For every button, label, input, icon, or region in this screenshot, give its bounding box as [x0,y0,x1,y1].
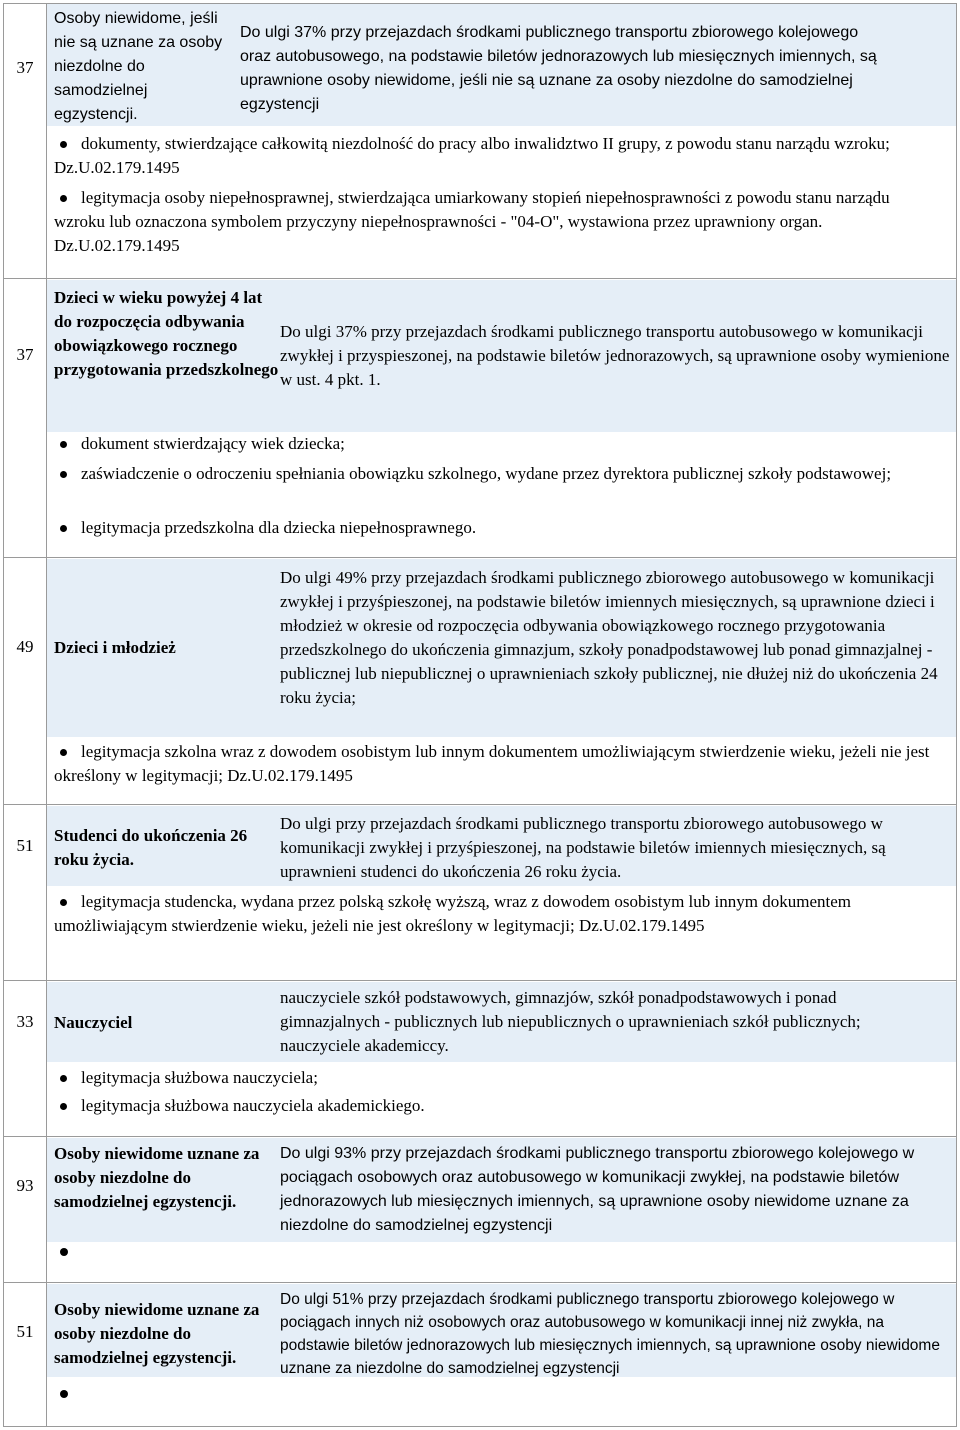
row-divider [4,804,956,805]
document-item: dokumenty, stwierdzające całkowitą niezdolność do pracy albo inwalidztwo II grupy, z powodu stanu narządu wzroku; Dz.U.02.179.1495 [54,134,890,177]
row-description: nauczyciele szkół podstawowych, gimnazjów, szkół ponadpodstawowych i ponad gimnazjalnych - publicznych lub niepublicznych o uprawnieniach szkół publicznych; nauczyciele akademiccy. [280,988,861,1055]
row-name: Osoby niewidome, jeśli nie są uznane za osoby niezdolne do samodzielnej egzystencji. [54,10,223,123]
document-item: legitymacja osoby niepełnosprawnej, stwierdzająca umiarkowany stopień niepełnosprawności z powodu stanu narządu wzroku lub oznaczona symbolem przyczyny niepełnosprawności - "04-O", wystawiona przez uprawniony organ. Dz.U.02.179.1495 [54,188,890,255]
document-item: legitymacja służbowa nauczyciela akademickiego. [54,1094,944,1118]
document-item: legitymacja przedszkolna dla dziecka niepełnosprawnego. [54,516,944,540]
bullet-icon [60,749,67,756]
document-item: legitymacja studencka, wydana przez polską szkołę wyższą, wraz z dowodem osobistym lub innym dokumentem umożliwiającym stwierdzenie wieku, jeżeli nie jest określony w legitymacji; Dz.U.02.179.1495 [54,892,851,935]
bullet-icon [60,1390,68,1398]
row-divider [4,557,956,558]
document-item: legitymacja służbowa nauczyciela; [54,1066,944,1090]
row-name: Osoby niewidome uznane za osoby niezdolne do samodzielnej egzystencji. [54,1300,260,1367]
row-divider [4,1282,956,1283]
row-divider [4,1136,956,1137]
row-name: Osoby niewidome uznane za osoby niezdolne do samodzielnej egzystencji. [54,1144,260,1211]
bullet-icon [60,899,67,906]
row-divider [4,980,956,981]
row-number: 37 [16,58,34,77]
bullet-icon [60,1248,68,1256]
number-column-divider [46,4,47,1426]
row-description: Do ulgi 51% przy przejazdach środkami publicznego transportu zbiorowego kolejowego w pociągach innych niż osobowych oraz autobusowego w komunikacji innej niż zwykła, na podstawie biletów jednorazowych lub miesięcznych imiennych, są uprawnione osoby niewidome uznane za niezdolne do samodzielnej egzystencji [280,1291,940,1377]
row-description: Do ulgi 37% przy przejazdach środkami publicznego transportu autobusowego w komunikacji zwykłej i przyspieszonej, na podstawie biletów jednorazowych, są uprawnione osoby wymienione w ust. 4 pkt. 1. [280,322,950,389]
bullet-icon [60,441,67,448]
row-description: Do ulgi 37% przy przejazdach środkami publicznego transportu zbiorowego kolejowego oraz autobusowego, na podstawie biletów jednorazowych lub miesięcznych imiennych, są uprawnione osoby niewidome, jeśli nie są uznane za osoby niezdolne do samodzielnej egzystencji [240,24,877,113]
bullet-icon [60,525,67,532]
row-name: Nauczyciel [54,1013,133,1032]
bullet-icon [60,471,67,478]
ulgi-table [3,3,957,1427]
row-number: 37 [16,345,34,364]
row-name: Studenci do ukończenia 26 roku życia. [54,826,248,869]
bullet-icon [60,195,67,202]
row-description: Do ulgi 93% przy przejazdach środkami publicznego transportu zbiorowego kolejowego w pociągach osobowych oraz autobusowego w komunikacji zwykłej, na podstawie biletów jednorazowych lub miesięcznych imiennych, są uprawnione osoby niewidome uznane za niezdolne do samodzielnej egzystencji [280,1145,915,1234]
bullet-icon [60,1075,67,1082]
document-item: zaświadczenie o odroczeniu spełniania obowiązku szkolnego, wydane przez dyrektora publicznej szkoły podstawowej; [54,462,944,486]
row-number: 51 [16,1322,34,1341]
row-description: Do ulgi 49% przy przejazdach środkami publicznego zbiorowego autobusowego w komunikacji zwykłej i przyśpieszonej, na podstawie biletów imiennych miesięcznych, są uprawnione dzieci i młodzież w okresie od rozpoczęcia odbywania obowiązkowego rocznego przygotowania przedszkolnego do ukończenia gimnazjum, szkoły ponadpodstawowej lub ponad gimnazjalnej - publicznej lub niepublicznej o uprawnieniach szkoły publicznej, nie dłużej niż do ukończenia 24 roku życia; [280,568,938,707]
row-name: Dzieci w wieku powyżej 4 lat do rozpoczęcia odbywania obowiązkowego rocznego przygotowania przedszkolnego [54,288,279,379]
row-divider [4,278,956,279]
document-item: legitymacja szkolna wraz z dowodem osobistym lub innym dokumentem umożliwiającym stwierdzenie wieku, jeżeli nie jest określony w legitymacji; Dz.U.02.179.1495 [54,742,930,785]
row-number: 33 [16,1012,34,1031]
row-name: Dzieci i młodzież [54,638,176,657]
bullet-icon [60,1103,67,1110]
row-number: 49 [16,637,34,656]
bullet-icon [60,141,67,148]
row-number: 51 [16,836,34,855]
row-number: 93 [16,1176,34,1195]
document-item: dokument stwierdzający wiek dziecka; [54,432,944,456]
row-description: Do ulgi przy przejazdach środkami publicznego transportu zbiorowego autobusowego w komunikacji zwykłej i przyśpieszonej, na podstawie biletów imiennych miesięcznych, są uprawnieni studenci do ukończenia 26 roku życia. [280,814,886,881]
